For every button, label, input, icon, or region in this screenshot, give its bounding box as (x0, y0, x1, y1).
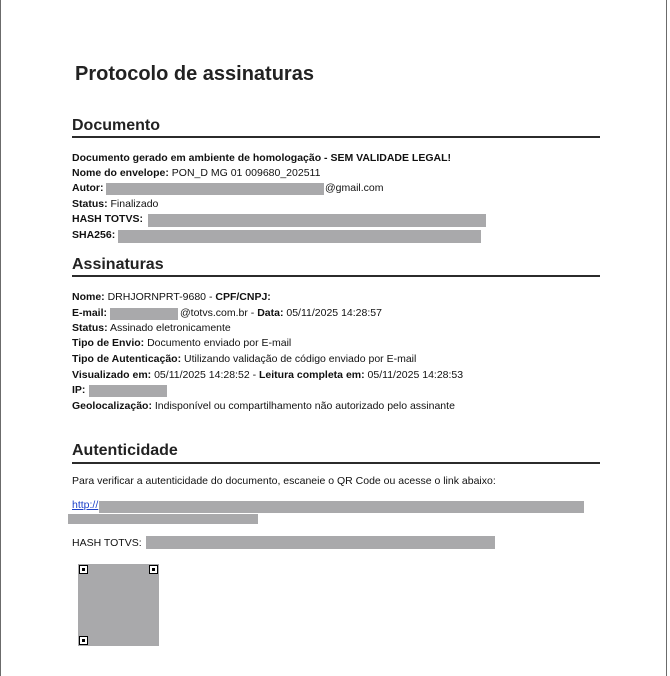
hash-totvs-row: HASH TOTVS: (72, 213, 143, 225)
redacted-hash-totvs-auth (146, 536, 495, 549)
document-status-row: Status: Finalizado (72, 198, 159, 210)
qr-code-icon[interactable] (78, 564, 159, 646)
signer-email-row: E-mail: (72, 307, 108, 319)
envelope-name-value: PON_D MG 01 009680_202511 (171, 167, 321, 179)
section-divider (72, 462, 600, 464)
author-row: Autor: (72, 182, 104, 194)
section-heading-documento: Documento (72, 117, 160, 134)
section-divider (72, 275, 600, 277)
document-status-value: Finalizado (110, 198, 159, 210)
signature-date-value: 05/11/2025 14:28:57 (286, 307, 382, 319)
redacted-ip (89, 385, 167, 397)
page-title: Protocolo de assinaturas (75, 63, 314, 85)
qr-finder-bottom-left (79, 636, 88, 645)
signer-name-row: Nome: DRHJORNPRT-9680 - CPF/CNPJ: (72, 291, 271, 303)
redacted-signer-email (110, 308, 178, 320)
section-divider (72, 136, 600, 138)
homologation-notice: Documento gerado em ambiente de homologação - SEM VALIDADE LEGAL! (72, 152, 452, 164)
signer-email-date: @totvs.com.br - Data: 05/11/2025 14:28:57 (180, 307, 382, 319)
section-heading-assinaturas: Assinaturas (72, 256, 164, 273)
signer-name-value: DRHJORNPRT-9680 (107, 291, 207, 303)
envelope-name-row: Nome do envelope: PON_D MG 01 009680_202511 (72, 167, 321, 179)
qr-finder-top-left (79, 565, 88, 574)
viewed-read-row: Visualizado em: 05/11/2025 14:28:52 - Leitura completa em: 05/11/2025 14:28:53 (72, 369, 464, 381)
redacted-sha256 (118, 230, 481, 243)
verification-link[interactable]: http:// (72, 499, 99, 511)
redacted-author-email (106, 183, 324, 195)
sha256-row: SHA256: (72, 229, 116, 241)
geolocation-row: Geolocalização: Indisponível ou compartilhamento não autorizado pelo assinante (72, 400, 455, 412)
qr-finder-top-right (149, 565, 158, 574)
author-email-domain: @gmail.com (325, 182, 384, 194)
redacted-hash-totvs (148, 214, 486, 227)
verification-instructions: Para verificar a autenticidade do documento, escaneie o QR Code ou acesse o link abaixo: (72, 475, 496, 487)
redacted-verification-url-cont (68, 514, 258, 524)
auth-type-row: Tipo de Autenticação: Utilizando validação de código enviado por E-mail (72, 353, 417, 365)
send-type-row: Tipo de Envio: Documento enviado por E-mail (72, 337, 292, 349)
ip-row: IP: (72, 384, 86, 396)
redacted-verification-url (99, 501, 584, 513)
section-heading-autenticidade: Autenticidade (72, 442, 178, 459)
signer-status-row: Status: Assinado eletronicamente (72, 322, 231, 334)
hash-totvs-auth-row: HASH TOTVS: (72, 537, 142, 549)
